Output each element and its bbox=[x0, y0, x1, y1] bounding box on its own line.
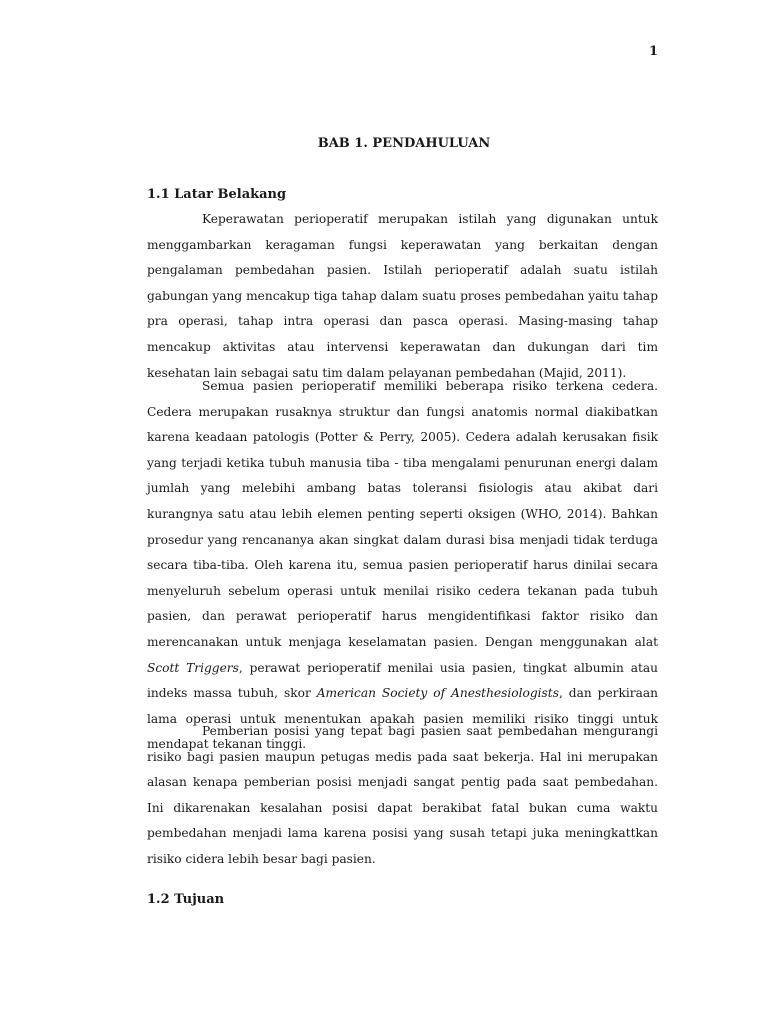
chapter-title: BAB 1. PENDAHULUAN bbox=[317, 136, 491, 151]
paragraph-2-part-3: , dan perkiraan lama operasi untuk menentukan apakah pasien memiliki risiko tinggi untuk mendapat tekanan tinggi. bbox=[147, 686, 658, 752]
paragraph-2-text bbox=[147, 374, 658, 758]
paragraph-3-text: Pemberian posisi yang tepat bagi pasien saat pembedahan mengurangi risiko bagi pasien maupun petugas medis pada saat bekerja. Hal ini merupakan alasan kenapa pemberian posisi menjadi sangat pentig pada saat pembedahan. Ini dikarenakan kesalahan posisi dapat berakibat fatal bukan cuma waktu pembedahan menjadi lama karena posisi yang susah tetapi juka meningkattkan risiko cidera lebih besar bagi pasien. bbox=[147, 724, 658, 866]
paragraph-1-text: Keperawatan perioperatif merupakan istilah yang digunakan untuk menggambarkan keragaman fungsi keperawatan yang berkaitan dengan pengalaman pembedahan pasien. Istilah perioperatif adalah suatu istilah gabungan yang mencakup tiga tahap dalam suatu proses pembedahan yaitu tahap pra operasi, tahap intra operasi dan pasca operasi. Masing-masing tahap mencakup aktivitas atau intervensi keperawatan dan dukungan dari tim kesehatan lain sebagai satu tim dalam pelayanan pembedahan (Majid, 2011). bbox=[147, 212, 658, 380]
asa-term: American Society of Anesthesiologists bbox=[316, 686, 559, 701]
paragraph-3 bbox=[147, 719, 658, 873]
page-number: 1 bbox=[648, 44, 658, 59]
paragraph-1 bbox=[147, 207, 658, 386]
paragraph-2 bbox=[147, 374, 658, 758]
scott-triggers-term: Scott Triggers bbox=[147, 660, 239, 675]
paragraph-2-part-1: Semua pasien perioperatif memiliki beberapa risiko terkena cedera. Cedera merupakan rusaknya struktur dan fungsi anatomis normal diakibatkan karena keadaan patologis (Potter & Perry, 2005). Cedera adalah kerusakan fisik yang terjadi ketika tubuh manusia tiba - tiba mengalami penurunan energi dalam jumlah yang melebihi ambang batas toleransi fisiologis atau akibat dari kurangnya satu atau lebih elemen penting seperti oksigen (WHO, 2014). Bahkan prosedur yang rencananya akan singkat dalam durasi bisa menjadi tidak terduga secara tiba-tiba. Oleh karena itu, semua pasien perioperatif harus dinilai secara menyeluruh sebelum operasi untuk menilai risiko cedera tekanan pada tubuh pasien, dan perawat perioperatif harus mengidentifikasi faktor risiko dan merencanakan untuk menjaga keselamatan pasien. Dengan menggunakan alat bbox=[147, 379, 658, 649]
paragraph-2-part-2: , perawat perioperatif menilai usia pasien, tingkat albumin atau indeks massa tubuh, skor bbox=[147, 660, 658, 701]
section-heading-latar-belakang: 1.1 Latar Belakang bbox=[147, 187, 287, 202]
section-heading-tujuan: 1.2 Tujuan bbox=[147, 892, 225, 907]
